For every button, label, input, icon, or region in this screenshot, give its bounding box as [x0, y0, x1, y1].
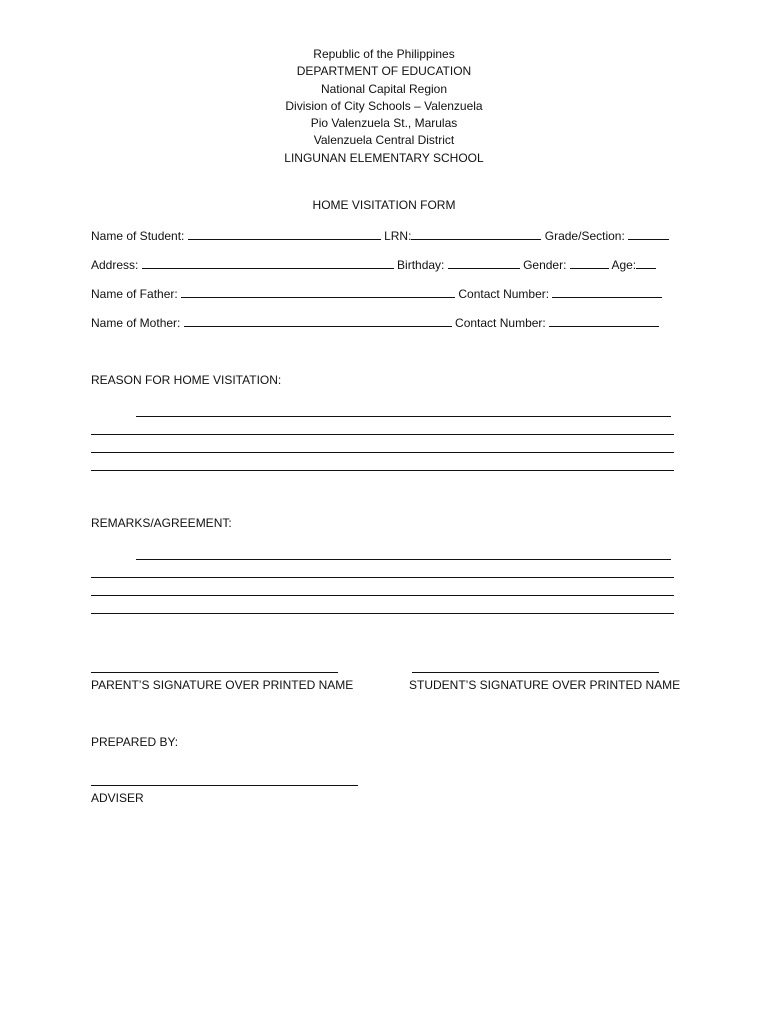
header-division: Division of City Schools – Valenzuela	[285, 98, 483, 113]
birthday-field[interactable]	[448, 257, 520, 269]
student-signature-label: STUDENT’S SIGNATURE OVER PRINTED NAME	[409, 678, 681, 692]
mother-info-row	[91, 315, 681, 331]
mother-name-field[interactable]	[184, 315, 452, 327]
gender-label: Gender:	[519, 258, 570, 272]
remarks-line[interactable]	[91, 595, 674, 596]
prepared-by-label: PREPARED BY:	[91, 735, 179, 749]
reason-line[interactable]	[136, 416, 671, 417]
lrn-label: LRN:	[380, 229, 412, 243]
father-contact-label: Contact Number:	[455, 287, 553, 301]
adviser-label: ADVISER	[91, 791, 144, 805]
address-field[interactable]	[142, 257, 394, 269]
header-republic: Republic of the Philippines	[313, 47, 455, 61]
age-label: Age:	[608, 258, 637, 272]
address-label: Address:	[91, 258, 142, 272]
form-title: HOME VISITATION FORM	[312, 198, 456, 212]
remarks-label: REMARKS/AGREEMENT:	[91, 516, 232, 530]
header-region: National Capital Region	[320, 81, 448, 96]
grade-section-label: Grade/Section:	[541, 229, 629, 243]
gender-field[interactable]	[570, 257, 609, 269]
address-info-row	[91, 257, 681, 273]
birthday-label: Birthday:	[393, 258, 448, 272]
reason-line[interactable]	[91, 452, 674, 453]
reason-line[interactable]	[91, 434, 674, 435]
student-name-label: Name of Student:	[91, 229, 188, 243]
age-field[interactable]	[636, 257, 656, 269]
father-contact-field[interactable]	[552, 286, 662, 298]
remarks-line[interactable]	[91, 613, 674, 614]
mother-name-label: Name of Mother:	[91, 316, 184, 330]
reason-line[interactable]	[91, 470, 674, 471]
student-name-field[interactable]	[188, 228, 381, 240]
parent-signature-label: PARENT’S SIGNATURE OVER PRINTED NAME	[91, 678, 354, 692]
parent-signature-line[interactable]	[91, 672, 338, 673]
header-school-name: LINGUNAN ELEMENTARY SCHOOL	[284, 150, 484, 165]
lrn-field[interactable]	[411, 228, 541, 240]
student-info-row	[91, 228, 681, 244]
remarks-line[interactable]	[136, 559, 671, 560]
reason-label: REASON FOR HOME VISITATION:	[91, 373, 282, 387]
father-name-field[interactable]	[181, 286, 455, 298]
school-header	[0, 46, 768, 167]
header-address: Pio Valenzuela St., Marulas	[310, 116, 458, 131]
header-department: DEPARTMENT OF EDUCATION	[296, 64, 472, 79]
mother-contact-field[interactable]	[549, 315, 659, 327]
header-district: Valenzuela Central District	[313, 133, 455, 148]
student-signature-line[interactable]	[412, 672, 659, 673]
mother-contact-label: Contact Number:	[451, 316, 550, 330]
father-name-label: Name of Father:	[91, 287, 182, 301]
remarks-line[interactable]	[91, 577, 674, 578]
grade-section-field[interactable]	[628, 228, 669, 240]
father-info-row	[91, 286, 681, 302]
adviser-signature-line[interactable]	[91, 785, 358, 786]
